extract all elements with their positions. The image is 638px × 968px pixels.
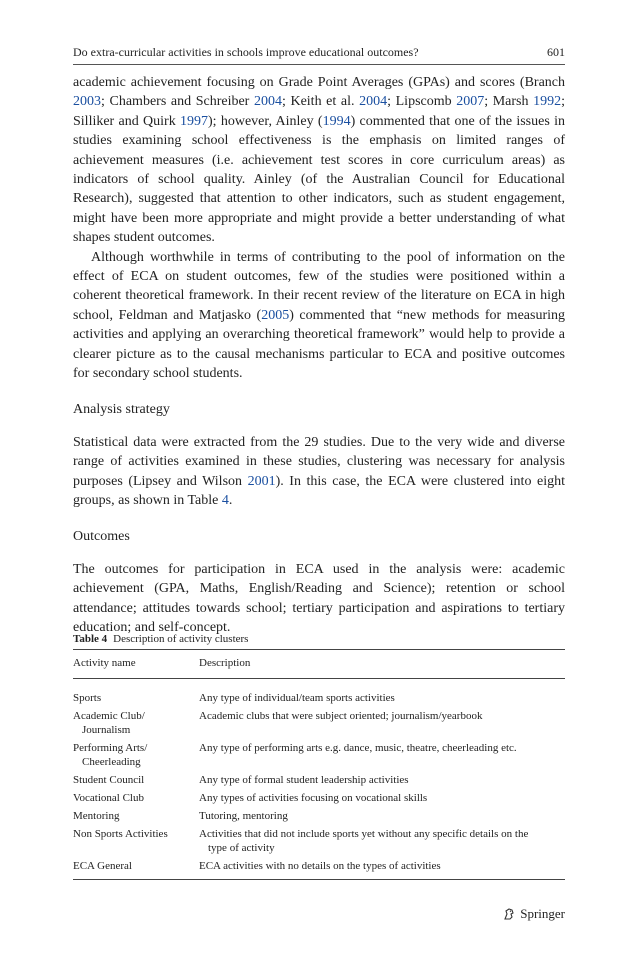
activity-name: ECA General <box>73 860 132 872</box>
description-cell <box>199 739 565 771</box>
table-row <box>73 771 565 789</box>
description: ECA activities with no details on the types of activities <box>199 860 441 872</box>
paragraph-1 <box>73 73 565 248</box>
table-caption-text: Description of activity clusters <box>113 633 249 645</box>
citation-link[interactable]: 2007 <box>456 94 485 110</box>
table-row <box>73 739 565 771</box>
description-cell <box>199 857 565 880</box>
paragraph-outcomes: The outcomes for participation in ECA used in the analysis were: academic achievement (GPA, Maths, English/Reading and Science); retention or school attendance; attitudes towards school; tertiary participation and aspirations to tertiary education; and self-concept. <box>73 561 565 636</box>
text-run: Statistical data were extracted from the 29 studies. Due to the very wide and diverse range of activities examined in these studies, clustering was necessary for analysis purposes (Lipsey and Wilson <box>73 434 565 489</box>
description-continuation: type of activity <box>208 842 275 854</box>
text-run: . <box>228 493 233 509</box>
text-run: ; Silliker and Quirk <box>73 94 566 129</box>
table-row <box>73 825 565 857</box>
description-cell <box>199 807 565 825</box>
description: Any type of performing arts e.g. dance, music, theatre, cheerleading etc. <box>199 742 517 754</box>
description-cell <box>199 825 565 857</box>
citation-link[interactable]: 1997 <box>180 113 208 129</box>
text-run: academic achievement focusing on Grade Point Averages (GPAs) and scores (Branch <box>73 75 565 90</box>
activity-name: Academic Club/ <box>73 710 145 722</box>
text-run: ). In this case, the ECA were clustered into eight groups, as shown in Table <box>73 473 565 509</box>
citation-link[interactable]: 2001 <box>247 473 276 489</box>
text-run: ; Marsh <box>484 94 534 110</box>
activity-name-cell <box>73 807 199 825</box>
publisher-footer <box>502 906 565 922</box>
paragraph-2 <box>73 248 565 384</box>
activity-name-continuation: Journalism <box>82 724 131 736</box>
citation-link[interactable]: 2003 <box>73 94 101 110</box>
activity-name-cell <box>73 707 199 739</box>
text-run: ; Chambers and Schreiber <box>101 94 254 110</box>
table-row <box>73 707 565 739</box>
activity-name: Student Council <box>73 774 145 786</box>
activity-name-cell <box>73 771 199 789</box>
table-row <box>73 679 565 708</box>
publisher-name: Springer <box>520 906 565 921</box>
text-run: ; Lipscomb <box>387 94 457 110</box>
citation-link[interactable]: 2004 <box>253 94 282 110</box>
activity-name: Mentoring <box>73 810 120 822</box>
activity-name: Non Sports Activities <box>73 828 168 840</box>
description: Any type of individual/team sports activities <box>199 692 395 704</box>
page-number: 601 <box>547 45 565 59</box>
activity-name-cell <box>73 739 199 771</box>
table-caption <box>73 633 248 645</box>
activity-name: Sports <box>73 692 102 704</box>
running-title: Do extra-curricular activities in schools improve educational outcomes? <box>73 45 419 59</box>
springer-horse-icon <box>502 907 516 921</box>
text-run: ; Keith et al. <box>281 94 360 110</box>
activity-name-cell <box>73 857 199 880</box>
text-run: ) commented that one of the issues in studies examining school effectiveness is the emphasis on limited ranges of achievement measures (i.e. achievement test scores in core curriculum areas) as indicators of school quality. Ainley (of the Australian Council for Educational Research), suggested that attention to other indicators, such as student engagement, might have been more appropriate and might provide a better understanding of what shapes student outcomes. <box>73 113 565 246</box>
description: Any type of formal student leadership activities <box>199 774 409 786</box>
description: Activities that did not include sports yet without any specific details on the <box>199 828 529 840</box>
description-cell <box>199 771 565 789</box>
activity-name: Performing Arts/ <box>73 742 148 754</box>
section-heading-outcomes: Outcomes <box>73 528 130 544</box>
citation-link[interactable]: 2005 <box>261 307 290 323</box>
table-header-row <box>73 650 565 679</box>
description-cell <box>199 679 565 708</box>
table-reference-link[interactable]: 4 <box>221 493 229 509</box>
table-row <box>73 807 565 825</box>
description: Academic clubs that were subject oriented; journalism/yearbook <box>199 710 483 722</box>
activity-name-cell <box>73 789 199 807</box>
description-cell <box>199 707 565 739</box>
description: Any types of activities focusing on vocational skills <box>199 792 428 804</box>
table-row <box>73 789 565 807</box>
paragraph-analysis-strategy <box>73 433 565 511</box>
column-header-description: Description <box>199 650 565 679</box>
activity-name: Vocational Club <box>73 792 144 804</box>
header-rule <box>73 64 565 65</box>
citation-link[interactable]: 1994 <box>322 113 351 129</box>
table-row <box>73 857 565 880</box>
description: Tutoring, mentoring <box>199 810 288 822</box>
section-heading-analysis-strategy: Analysis strategy <box>73 401 170 417</box>
table-label: Table 4 <box>73 633 108 645</box>
text-run: Although worthwhile in terms of contributing to the pool of information on the effect of ECA on student outcomes, few of the studies were positioned within a coherent theoretical framework. In their recent review of the literature on ECA in high school, Feldman and Matjasko ( <box>73 249 565 323</box>
activity-name-cell <box>73 679 199 708</box>
body-text <box>73 73 565 638</box>
activity-name-cell <box>73 825 199 857</box>
text-run: ); however, Ainley ( <box>208 113 323 129</box>
activity-clusters-table <box>73 649 565 880</box>
citation-link[interactable]: 1992 <box>533 94 562 110</box>
citation-link[interactable]: 2004 <box>359 94 388 110</box>
text-run: ) commented that “new methods for measuring activities and applying an overarching theoretical framework” would help to provide a clearer picture as to the causal mechanisms particular to ECA and positive outcomes for secondary school students. <box>73 307 565 382</box>
running-header <box>73 44 565 60</box>
activity-name-continuation: Cheerleading <box>82 756 141 768</box>
description-cell <box>199 789 565 807</box>
column-header-activity-name: Activity name <box>73 650 199 679</box>
